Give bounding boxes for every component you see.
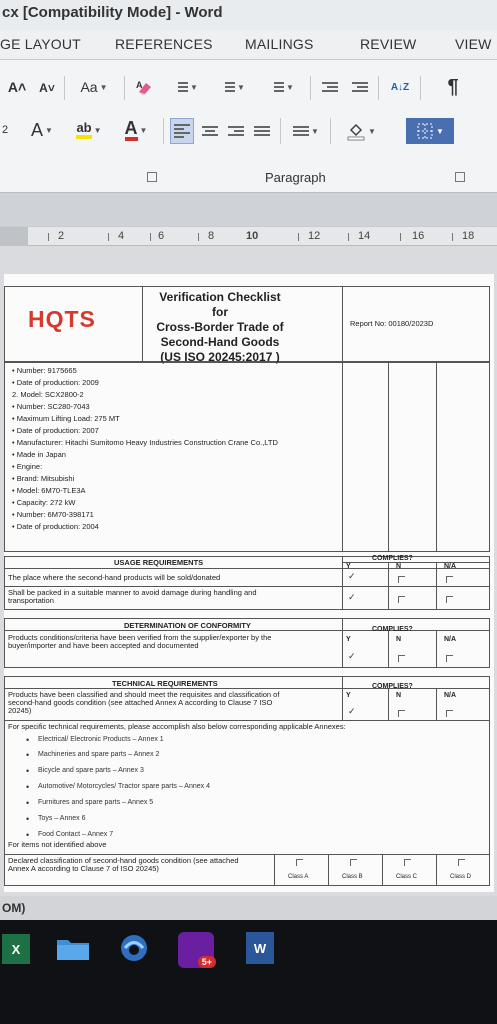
equipment-line: • Manufacturer: Hitachi Sumitomo Heavy Industries Construction Crane Co.,LTD (12, 438, 278, 447)
borders-icon (416, 122, 434, 140)
no-header: N (396, 692, 402, 699)
equipment-line: 2. Model: SCX2800-2 (12, 390, 84, 399)
clear-formatting-button[interactable] (132, 76, 158, 100)
equipment-line: • Engine: (12, 462, 43, 471)
ribbon-tabs (0, 30, 497, 60)
font-dialog-launcher-icon[interactable] (147, 172, 157, 182)
increase-indent-button[interactable] (348, 76, 372, 98)
equipment-line: • Number: 6M70-398171 (12, 510, 94, 519)
technical-row-text: For items not identified above (8, 840, 107, 849)
equipment-line: • Capacity: 272 kW (12, 498, 76, 507)
class-b-label: Class B (342, 874, 363, 880)
complies-header: COMPLIES? (372, 626, 413, 633)
horizontal-ruler[interactable] (0, 226, 497, 246)
annex-item: • Machineries and spare parts – Annex 2 (38, 751, 159, 758)
align-right-icon (228, 124, 244, 138)
checkbox[interactable] (446, 576, 453, 583)
usage-row-text: Shall be packed in a suitable manner to avoid damage during handling and (8, 588, 257, 597)
class-a-label: Class A (288, 874, 309, 880)
change-case-button[interactable]: Aa ▼ (80, 79, 108, 95)
ruler-label: 2 (58, 230, 65, 242)
align-center-icon (202, 124, 218, 138)
tab-review[interactable]: REVIEW (360, 36, 417, 52)
document-title: Verification Checklist for Cross-Border Trade of Second-Hand Goods (US ISO 20245:2017 ) (156, 290, 284, 364)
paragraph-group-label: Paragraph (265, 170, 326, 185)
excel-icon[interactable]: X (2, 934, 30, 964)
usage-requirements-table (4, 556, 490, 610)
checkbox-checked[interactable]: ✓ (348, 706, 356, 716)
bullets-button[interactable]: ▼ (165, 76, 205, 98)
tab-references[interactable]: REFERENCES (115, 36, 213, 52)
report-number: Report No: 00180/2023D (350, 319, 434, 328)
decrease-indent-icon (322, 80, 338, 94)
checkbox-checked[interactable]: ✓ (348, 592, 356, 602)
line-spacing-icon (293, 124, 309, 138)
equipment-line: • Number: 9175665 (12, 366, 77, 375)
checkbox[interactable] (446, 655, 453, 662)
conformity-title: DETERMINATION OF CONFORMITY (124, 621, 251, 630)
technical-row-text: Annex A according to Clause 7 of ISO 20245) (8, 864, 159, 873)
yes-header: Y (346, 636, 351, 643)
multilevel-list-button[interactable]: ▼ (259, 76, 303, 98)
equipment-line: • Date of production: 2004 (12, 522, 99, 531)
equipment-line: • Maximum Lifting Load: 275 MT (12, 414, 120, 423)
complies-header: COMPLIES? (372, 683, 413, 690)
class-b-checkbox[interactable] (350, 859, 357, 866)
font-color-button[interactable]: A ▼ (114, 118, 158, 142)
justify-icon (254, 124, 270, 138)
equipment-line: • Number: SC280-7043 (12, 402, 90, 411)
ruler-label: 10 (246, 230, 259, 242)
ruler-label: 4 (118, 230, 125, 242)
status-bar: OM) (0, 896, 497, 920)
checkbox[interactable] (398, 655, 405, 662)
numbering-icon (219, 80, 235, 94)
checkbox[interactable] (446, 710, 453, 717)
annex-item: • Toys – Annex 6 (38, 815, 85, 822)
usage-row-text: transportation (8, 596, 54, 605)
hqts-logo: HQTS (28, 306, 96, 332)
equipment-line: • Date of production: 2007 (12, 426, 99, 435)
ruler-label: 6 (158, 230, 165, 242)
checkbox[interactable] (446, 596, 453, 603)
technical-row-text: 20245) (8, 706, 32, 715)
na-header: N/A (444, 563, 457, 570)
svg-text:A: A (136, 80, 143, 90)
sort-button[interactable]: A↓Z (390, 81, 410, 93)
text-effects-label: A (31, 119, 44, 140)
text-effects-button[interactable]: A ▼ (31, 119, 53, 140)
decrease-indent-button[interactable] (318, 76, 342, 98)
annex-item: • Furnitures and spare parts – Annex 5 (38, 799, 153, 806)
technical-annex-instruction: For specific technical requirements, please accomplish also below corresponding applicable Annexes: (8, 722, 346, 731)
document-page[interactable] (4, 274, 494, 892)
word-icon[interactable]: W (246, 932, 274, 964)
yes-header: Y (346, 692, 351, 699)
ruler-label: 12 (308, 230, 321, 242)
shading-button[interactable]: ▼ (338, 118, 384, 144)
highlight-color-button[interactable]: ab ▼ (66, 118, 112, 142)
app-icon[interactable] (178, 932, 214, 968)
annex-item: • Electrical/ Electronic Products – Annex 1 (38, 736, 164, 743)
window-title: cx [Compatibility Mode] - Word (0, 0, 497, 30)
tab-view[interactable]: VIEW (455, 36, 492, 52)
line-spacing-button[interactable]: ▼ (286, 118, 326, 144)
ruler-label: 14 (358, 230, 371, 242)
no-header: N (396, 563, 402, 570)
eraser-icon (135, 78, 155, 98)
increase-indent-icon (352, 80, 368, 94)
align-right-button[interactable] (224, 118, 248, 144)
browser-icon[interactable] (118, 932, 150, 964)
no-header: N (396, 636, 402, 643)
class-d-checkbox[interactable] (458, 859, 465, 866)
equipment-line: • Made in Japan (12, 450, 66, 459)
font-size-fragment: 2 (1, 124, 9, 136)
bullets-icon (172, 80, 188, 94)
align-left-button[interactable] (170, 118, 194, 144)
class-c-checkbox[interactable] (404, 859, 411, 866)
document-area[interactable] (0, 246, 497, 896)
checkbox[interactable] (398, 576, 405, 583)
show-formatting-button[interactable]: ¶ (447, 75, 459, 98)
align-left-icon (174, 122, 190, 140)
usage-requirements-title: USAGE REQUIREMENTS (114, 558, 204, 567)
ruler-label: 18 (462, 230, 475, 242)
conformity-row-text: Products conditions/criteria have been verified from the supplier/exporter by the (8, 633, 272, 642)
ruler-label: 8 (208, 230, 215, 242)
complies-header: COMPLIES? (372, 555, 413, 562)
tab-mailings[interactable]: MAILINGS (245, 36, 314, 52)
equipment-line: • Model: 6M70-TLE3A (12, 486, 86, 495)
checkbox[interactable] (398, 596, 405, 603)
shrink-font-button[interactable]: A˅ (39, 81, 55, 95)
technical-row-text: second-hand goods condition (see attached Annex A according to Clause 7 ISO (8, 698, 273, 707)
annex-item: • Automotive/ Motorcycles/ Tractor spare parts – Annex 4 (38, 783, 210, 790)
equipment-line: • Date of production: 2009 (12, 378, 99, 387)
yes-header: Y (346, 563, 351, 570)
class-d-label: Class D (450, 874, 472, 880)
highlight-label: ab (76, 121, 91, 139)
class-c-label: Class C (396, 874, 418, 880)
equipment-line: • Brand: Mitsubishi (12, 474, 75, 483)
numbering-button[interactable]: ▼ (212, 76, 252, 98)
grow-font-button[interactable]: A˄ (7, 79, 27, 95)
tab-page-layout[interactable]: GE LAYOUT (0, 36, 81, 52)
font-color-label: A (125, 119, 138, 141)
technical-requirements-title: TECHNICAL REQUIREMENTS (112, 679, 218, 688)
checkbox[interactable] (398, 710, 405, 717)
change-case-label: Aa (80, 79, 98, 95)
usage-row-text: The place where the second-hand products will be sold/donated (8, 573, 221, 582)
ribbon-home (0, 60, 497, 193)
checkbox-checked[interactable]: ✓ (348, 651, 356, 661)
ruler-label: 16 (412, 230, 425, 242)
align-center-button[interactable] (198, 118, 222, 144)
class-a-checkbox[interactable] (296, 859, 303, 866)
technical-row-text: Products have been classified and should meet the requisites and classification of (8, 690, 280, 699)
annex-item: • Bicycle and spare parts – Annex 3 (38, 767, 144, 774)
borders-button[interactable]: ▼ (406, 118, 454, 144)
multilevel-list-icon (268, 80, 284, 94)
taskbar (0, 920, 497, 1024)
paragraph-dialog-launcher-icon[interactable] (455, 172, 465, 182)
folder-icon[interactable] (56, 934, 90, 962)
na-header: N/A (444, 636, 457, 643)
paint-bucket-icon (346, 121, 366, 141)
notification-badge: 5+ (198, 956, 216, 968)
justify-button[interactable] (250, 118, 274, 144)
technical-row-text: Declared classification of second-hand goods condition (see attached (8, 856, 239, 865)
annex-item: • Food Contact – Annex 7 (38, 831, 113, 838)
na-header: N/A (444, 692, 457, 699)
checkbox-checked[interactable]: ✓ (348, 571, 356, 581)
conformity-row-text: buyer/importer and have been accepted and documented (8, 641, 199, 650)
